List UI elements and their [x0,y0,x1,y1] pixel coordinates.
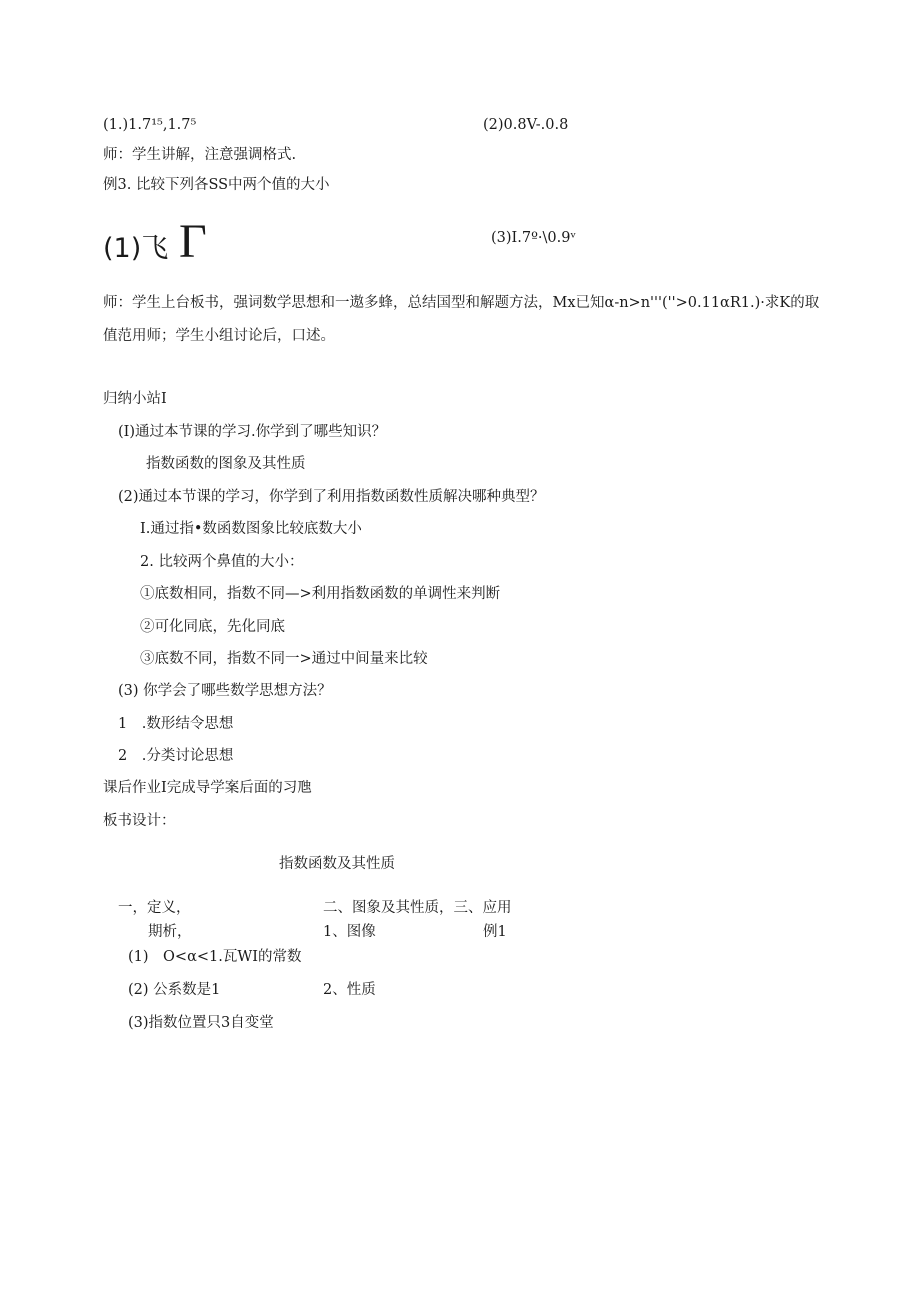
board-graph-properties-application: 二、图象及其性质，三、应用 [323,900,512,916]
board-title: 指数函数及其性质 [279,856,395,872]
board-example-1: 例1 [483,924,507,940]
summary-a2-2-iii: ③底数不同，指数不同一>通过中间量来比较 [140,651,428,667]
problem-1-part-2: (2)0.8V-.0.8 [483,117,569,133]
summary-a2-2: 2. 比较两个鼻值的大小： [140,554,304,570]
problem-1-part-1: (1.)1.7¹⁵,1.7⁵ [103,117,197,133]
example-3-part-1-glyph: Γ [179,215,207,268]
summary-a3-2: 2 .分类讨论思想 [118,748,234,764]
board-def-1: (1) O<α<1.瓦WI的常数 [128,949,302,965]
summary-q1: (I)通过本节课的学习.你学到了哪些知识？ [118,424,387,440]
board-definition: 一，定义， [118,900,191,916]
summary-heading: 归纳小站I [103,391,167,407]
teacher-note-2-cont: 值范用师；学生小组讨论后，口述。 [103,328,335,344]
example-3-part-3: (3)I.7º·\0.9ᵛ [491,230,576,246]
teacher-note-2: 师：学生上台板书，强词数学思想和一遨多蜂，总结国型和解题方法，Mx已知α-n>n'''(''>0.11αR1.)·求K的取 [103,295,820,311]
summary-q2: (2)通过本节课的学习，你学到了利用指数函数性质解决哪种典型？ [118,489,545,505]
summary-a2-2-ii: ②可化同底，先化同底 [140,619,285,635]
summary-q3: (3) 你学会了哪些数学思想方法？ [118,683,332,699]
example-3-part-1: (1)飞 [103,233,169,264]
example-3-title: 例3. 比较下列各SS中两个值的大小 [103,177,330,193]
board-analysis: 期析， [148,924,192,940]
summary-a2-2-i: ①底数相同，指数不同—>利用指数函数的单调性来判断 [140,586,501,602]
summary-a3-1: 1 .数形结令思想 [118,716,234,732]
board-graph: 1、图像 [323,924,376,940]
board-def-3: (3)指数位置只3自变堂 [128,1015,274,1031]
board-design-label: 板书设计： [103,813,176,829]
board-properties: 2、性质 [323,982,376,998]
homework-line: 课后作业I完成导学案后面的习虺 [103,780,312,796]
summary-a2-1: I.通过指•数函数图象比较底数大小 [140,521,362,537]
teacher-note-1: 师：学生讲解，注意强调格式. [103,147,297,163]
board-def-2: (2) 公系数是1 [128,982,221,998]
summary-a1: 指数函数的图象及其性质 [146,456,306,472]
